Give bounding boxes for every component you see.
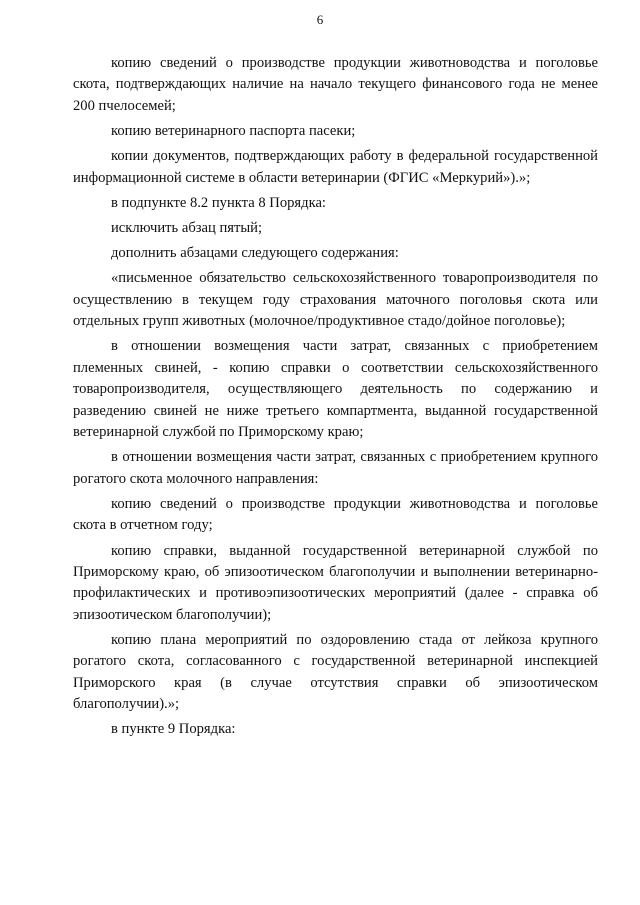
document-body [73, 53, 598, 745]
paragraph: в пункте 9 Порядка: [111, 721, 236, 738]
paragraph: исключить абзац пятый; [111, 220, 263, 237]
paragraph: дополнить абзацами следующего содержания: [111, 245, 399, 262]
paragraph: копии документов, подтверждающих работу в федеральной государственной информационной системе в области ветеринарии (ФГИС «Меркурий»).»; [73, 148, 598, 186]
paragraph: копию справки, выданной государственной ветеринарной службой по Приморскому краю, об эпизоотическом благополучии и выполнении ветеринарно-профилактических и противоэпизоотических мероприятий (далее - справка об эпизоотическом благополучии); [73, 542, 598, 623]
paragraph: копию плана мероприятий по оздоровлению стада от лейкоза крупного рогатого скота, согласованного с государственной ветеринарной инспекцией Приморского края (в случае отсутствия справки об эпизоотическом благополучии).»; [73, 631, 598, 713]
paragraph: копию сведений о производстве продукции животноводства и поголовье скота, подтверждающих наличие на начало текущего финансового года не менее 200 пчелосемей; [73, 55, 598, 114]
paragraph: копию ветеринарного паспорта пасеки; [111, 123, 356, 140]
paragraph: в отношении возмещения части затрат, связанных с приобретением племенных свиней, - копию справки о соответствии сельскохозяйственного товаропроизводителя, осуществляющего деятельность по содержанию и разведению свиней не ниже третьего компартмента, выданной государственной ветеринарной службой по Приморскому краю; [73, 338, 598, 441]
paragraph: в отношении возмещения части затрат, связанных с приобретением крупного рогатого скота молочного направления: [73, 449, 598, 487]
paragraph: в подпункте 8.2 пункта 8 Порядка: [111, 194, 326, 211]
page-number: 6 [316, 12, 324, 27]
paragraph: копию сведений о производстве продукции животноводства и поголовье скота в отчетном году; [73, 495, 598, 534]
paragraph: «письменное обязательство сельскохозяйственного товаропроизводителя по осуществлению в текущем году страхования маточного поголовья скота или отдельных групп животных (молочное/продуктивное стадо/дойное поголовье); [73, 270, 598, 330]
